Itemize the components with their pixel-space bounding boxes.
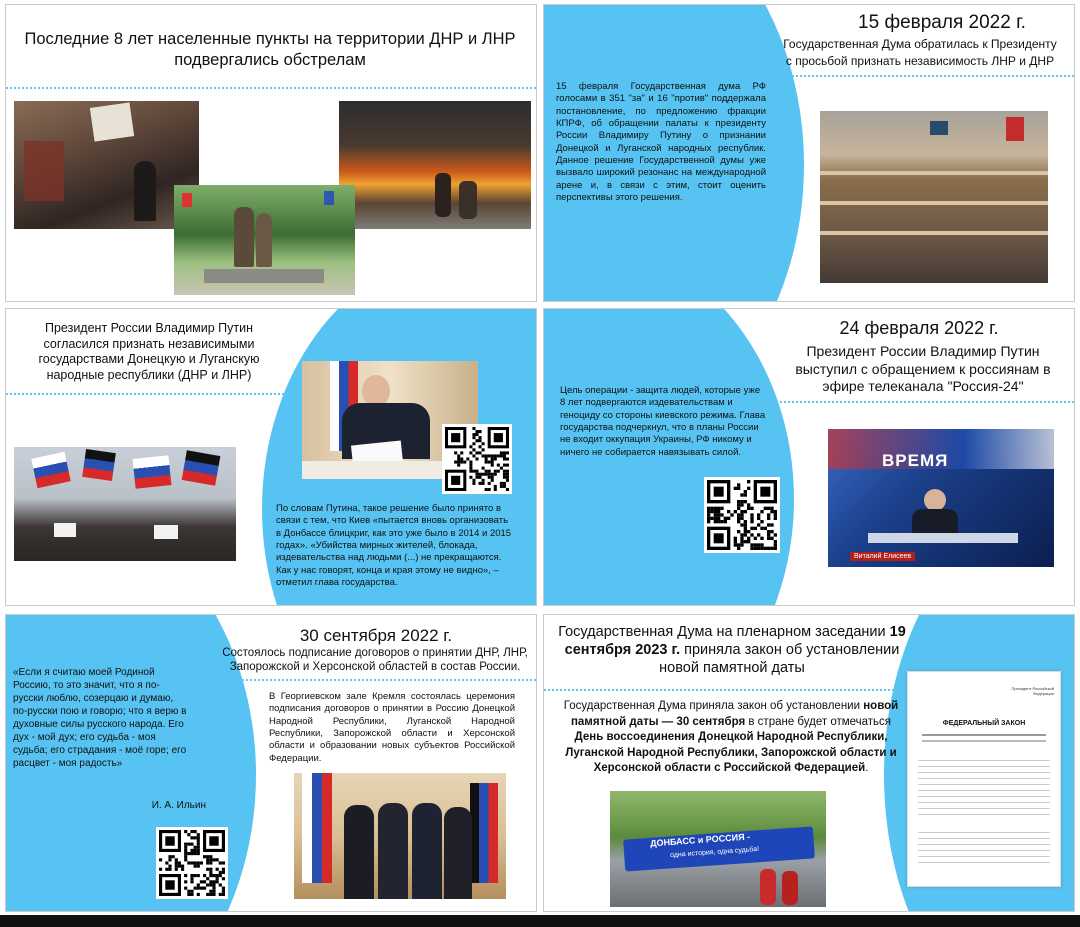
slide-body: Цель операции - защита людей, которые уже 8 лет подвергаются издевательствам и геноциду со стороны киевского режима. Глава государства подчеркнул, что в планы России не входит оккупация Украины, РФ никому и ничего не собирается навязывать силой. xyxy=(560,385,766,458)
photo-signing-ceremony xyxy=(294,773,506,899)
tv-logo: ВРЕМЯ xyxy=(882,451,949,470)
banner-text-1: ДОНБАСС и РОССИЯ - xyxy=(649,831,751,849)
divider xyxy=(6,87,536,89)
qr-code-pattern xyxy=(707,480,777,550)
slide-body: В Георгиевском зале Кремля состоялась церемония подписания договоров о принятии в Россию Донецкой Народной Республики, Луганской Народной Республики, Запорожской области и Херсонской области и образовании новых субъектов Российской Федерации. xyxy=(269,691,515,764)
slide-date: 30 сентября 2022 г. xyxy=(299,626,453,645)
slide-date: 15 февраля 2022 г. xyxy=(858,12,1026,33)
slide-subtitle: Состоялось подписание договоров о принятии ДНР, ЛНР, Запорожской и Херсонской областей в состав России. xyxy=(222,647,528,674)
doc-title: ФЕДЕРАЛЬНЫЙ ЗАКОН xyxy=(942,720,1026,727)
slide-address xyxy=(543,308,1075,606)
quote-author: И. А. Ильин xyxy=(151,800,206,811)
title-part-1: Государственная Дума на пленарном заседании xyxy=(558,624,890,640)
slide-subtitle: Президент России Владимир Путин выступил с обращением к россиянам в эфире телеканала "Россия-24" xyxy=(795,343,1051,394)
qr-code[interactable] xyxy=(442,424,512,494)
slide-subtitle-2: с просьбой признать независимость ЛНР и ДНР xyxy=(785,54,1055,68)
slide-recognition xyxy=(5,308,537,606)
quote: «Если я считаю моей Родиной Россию, то это значит, что я по-русски люблю, созерцаю и думаю, по-русски пою и говорю; что я верю в духовные силы русского народа. Его дух - мой дух; его судьба - моя судьба; его страдания - моё горе; его расцвет - моя радость» xyxy=(13,667,187,769)
bottom-bar xyxy=(0,915,1080,927)
photo-destroyed-room xyxy=(14,101,199,229)
photo-fire xyxy=(339,101,531,229)
qr-code-pattern xyxy=(445,427,509,491)
photo-flags-rally xyxy=(14,447,236,561)
slide-subtitle-1: Государственная Дума обратилась к Президенту xyxy=(783,37,1057,51)
slide-memorial-date xyxy=(543,614,1075,912)
slide-date: 24 февраля 2022 г. xyxy=(839,318,999,338)
banner-text-2: одна история, одна судьба! xyxy=(669,845,760,860)
photo-monument xyxy=(174,185,355,295)
title-part-2: приняла закон об установлении новой памятной даты xyxy=(659,642,900,677)
slide-title: Последние 8 лет населенные пункты на территории ДНР и ЛНР подвергались обстрелам xyxy=(24,30,516,69)
photo-duma-hall xyxy=(820,111,1048,283)
slide-title xyxy=(554,623,910,677)
slide-body xyxy=(558,699,904,777)
slide-body: 15 февраля Государственная дума РФ голосами в 351 "за" и 16 "против" поддержала постановление, по предложению фракции КПРФ, об обращении палаты к президенту России Владимиру Путину о признании Донецкой и Луганской народных республик. Данное решение Государственной думы уже вызвало широкий резонанс на международной арене и, в связи с этим, стоит оценить перспективы этого решения. xyxy=(556,81,766,204)
photo-tv-studio xyxy=(828,429,1054,567)
qr-code[interactable] xyxy=(704,477,780,553)
slide-title: Президент России Владимир Путин согласился признать независимыми государствами Донецкую и Луганскую народные республики (ДНР и ЛНР) xyxy=(38,321,260,382)
law-document xyxy=(907,671,1061,887)
body-part-2: в стране будет отмечаться xyxy=(745,715,892,728)
body-bold-holiday: День воссоединения Донецкой Народной Республики, Луганской Народной Республики, Запорожской области и Херсонской области с Российской Федерацией xyxy=(565,731,897,775)
photo-march xyxy=(610,791,826,907)
title-date: 19 сентября 2023 г. xyxy=(564,624,906,659)
slide-shelling xyxy=(5,4,537,302)
body-part-1: Государственная Дума приняла закон об установлении xyxy=(563,700,864,712)
slide-duma-appeal xyxy=(543,4,1075,302)
qr-code-pattern xyxy=(159,830,225,896)
slide-body: По словам Путина, такое решение было принято в связи с тем, что Киев «пытается вновь организовать в Донбассе блицкриг, как это уже было в 2014 и 2015 годах». «Убийства мирных жителей, блокада, издевательства над людьми (...) не прекращаются. Как у нас говорят, конца и края этому не видно», – отметил глава государства. xyxy=(276,503,512,589)
body-bold-date: новой памятной даты — 30 сентября xyxy=(570,700,899,728)
tv-caption: Виталий Елисеев xyxy=(850,552,915,561)
slide-treaties xyxy=(5,614,537,912)
doc-header: Президент Российской Федерации xyxy=(1011,686,1054,696)
divider xyxy=(544,75,1074,77)
body-part-3: . xyxy=(865,762,869,775)
qr-code[interactable] xyxy=(156,827,228,899)
